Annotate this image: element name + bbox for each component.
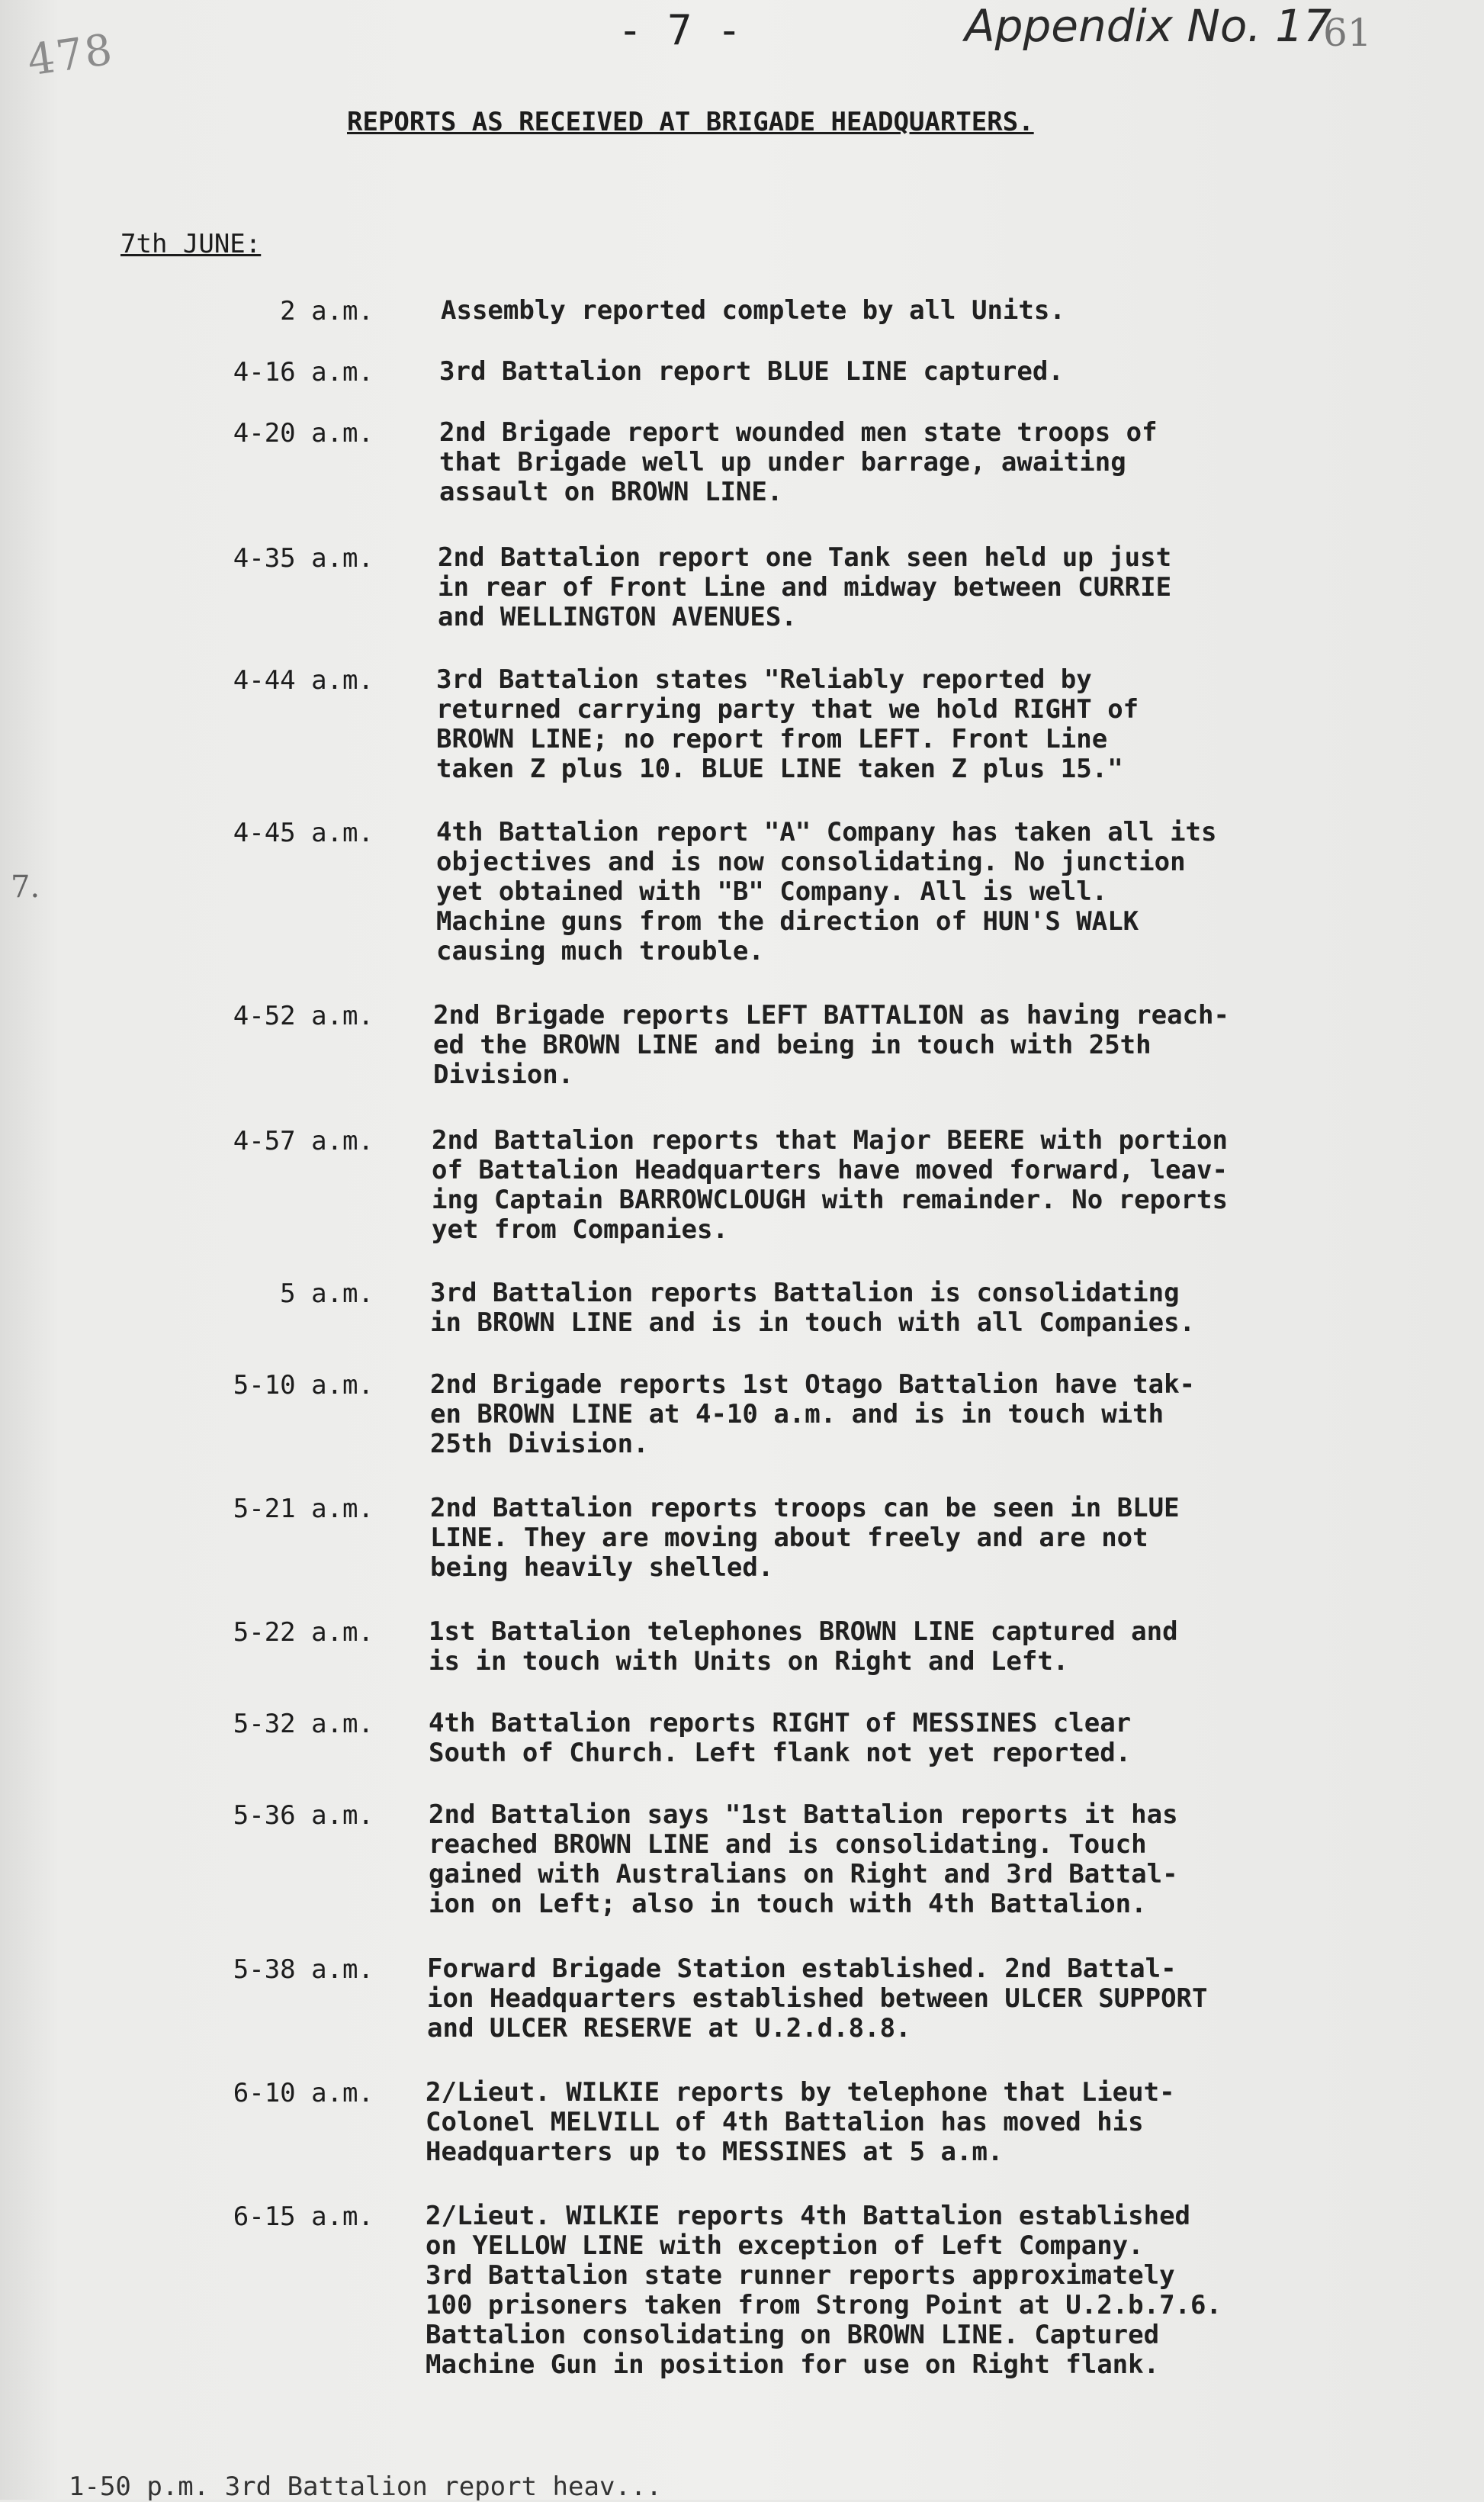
entry-time: 5-38 a.m. [233,1954,374,1985]
entry-text: 2nd Brigade reports LEFT BATTALION as having reach- ed the BROWN LINE and being in touch with 25th Division. [433,1000,1229,1090]
entry-time: 5 a.m. [280,1278,374,1309]
entry-text: 3rd Battalion states "Reliably reported by returned carrying party that we hold RIGHT of BROWN LINE; no report from LEFT. Front Line taken Z plus 10. BLUE LINE taken Z plus 15." [436,664,1139,784]
entry-text: Assembly reported complete by all Units. [441,295,1065,326]
entry-text: 2nd Battalion says "1st Battalion reports it has reached BROWN LINE and is consolidating. Touch gained with Australians on Right and 3rd Battal- ion on Left; also in touch with 4th Battalion. [429,1799,1178,1919]
entry-time: 5-32 a.m. [233,1709,374,1739]
entry-time: 6-10 a.m. [233,2078,374,2108]
entry-time: 2 a.m. [280,296,374,326]
entry-text: 2/Lieut. WILKIE reports by telephone that Lieut- Colonel MELVILL of 4th Battalion has moved his Headquarters up to MESSINES at 5 a.m. [426,2077,1175,2167]
entry-text: 3rd Battalion reports Battalion is consolidating in BROWN LINE and is in touch with all Companies. [430,1278,1196,1338]
entry-time: 4-35 a.m. [233,543,374,574]
entry-text: 4th Battalion reports RIGHT of MESSINES clear South of Church. Left flank not yet reported. [429,1708,1132,1768]
entry-time: 4-57 a.m. [233,1126,374,1156]
entry-time: 4-20 a.m. [233,418,374,449]
appendix-label: Appendix No. 17 [965,0,1331,52]
folio-number: 61 [1323,11,1372,55]
entry-text: 1st Battalion telephones BROWN LINE captured and is in touch with Units on Right and Left. [429,1616,1178,1677]
margin-mark: 7. [11,870,40,905]
entry-text: 2/Lieut. WILKIE reports 4th Battalion established on YELLOW LINE with exception of Left Company. 3rd Battalion state runner reports approximately 100 prisoners taken from Strong Point at U.2.b.7.6. Battalion consolidating on BROWN LINE. Captured Machine Gun in position for use on Right flank. [426,2201,1222,2380]
document-title: REPORTS AS RECEIVED AT BRIGADE HEADQUARTERS. [347,107,1034,137]
entry-text: 2nd Brigade report wounded men state troops of that Brigade well up under barrage, awaiting assault on BROWN LINE. [439,417,1158,507]
entry-text: 2nd Battalion reports that Major BEERE with portion of Battalion Headquarters have moved forward, leav- ing Captain BARROWCLOUGH with remainder. No reports yet from Companies. [432,1125,1228,1245]
entry-text: 4th Battalion report "A" Company has taken all its objectives and is now consolidating. No junction yet obtained with "B" Company. All is well. Machine guns from the direction of HUN'S WALK causing much trouble. [436,817,1217,966]
entry-time: 6-15 a.m. [233,2201,374,2232]
entry-time: 4-52 a.m. [233,1001,374,1031]
entry-text: 3rd Battalion report BLUE LINE captured. [439,356,1064,387]
entry-time: 5-36 a.m. [233,1800,374,1831]
page-number: - 7 - [618,6,742,54]
archive-number: 478 [24,24,117,86]
entry-text: 2nd Brigade reports 1st Otago Battalion have tak- en BROWN LINE at 4-10 a.m. and is in touch with 25th Division. [430,1369,1196,1459]
date-heading: 7th JUNE: [120,229,262,259]
entry-time: 5-22 a.m. [233,1617,374,1648]
entry-time: 4-45 a.m. [233,818,374,848]
entry-time: 4-44 a.m. [233,665,374,696]
entry-time: 4-16 a.m. [233,357,374,388]
entry-time: 5-21 a.m. [233,1494,374,1524]
entry-text: 2nd Battalion report one Tank seen held up just in rear of Front Line and midway between CURRIE and WELLINGTON AVENUES. [438,542,1172,632]
entry-text: 2nd Battalion reports troops can be seen in BLUE LINE. They are moving about freely and are not being heavily shelled. [430,1493,1180,1583]
entry-text: Forward Brigade Station established. 2nd Battal- ion Headquarters established between ULCER SUPPORT and ULCER RESERVE at U.2.d.8.8. [427,1954,1208,2044]
entry-time: 5-10 a.m. [233,1370,374,1401]
continuation-line: 1-50 p.m. 3rd Battalion report heav... [69,2471,662,2502]
